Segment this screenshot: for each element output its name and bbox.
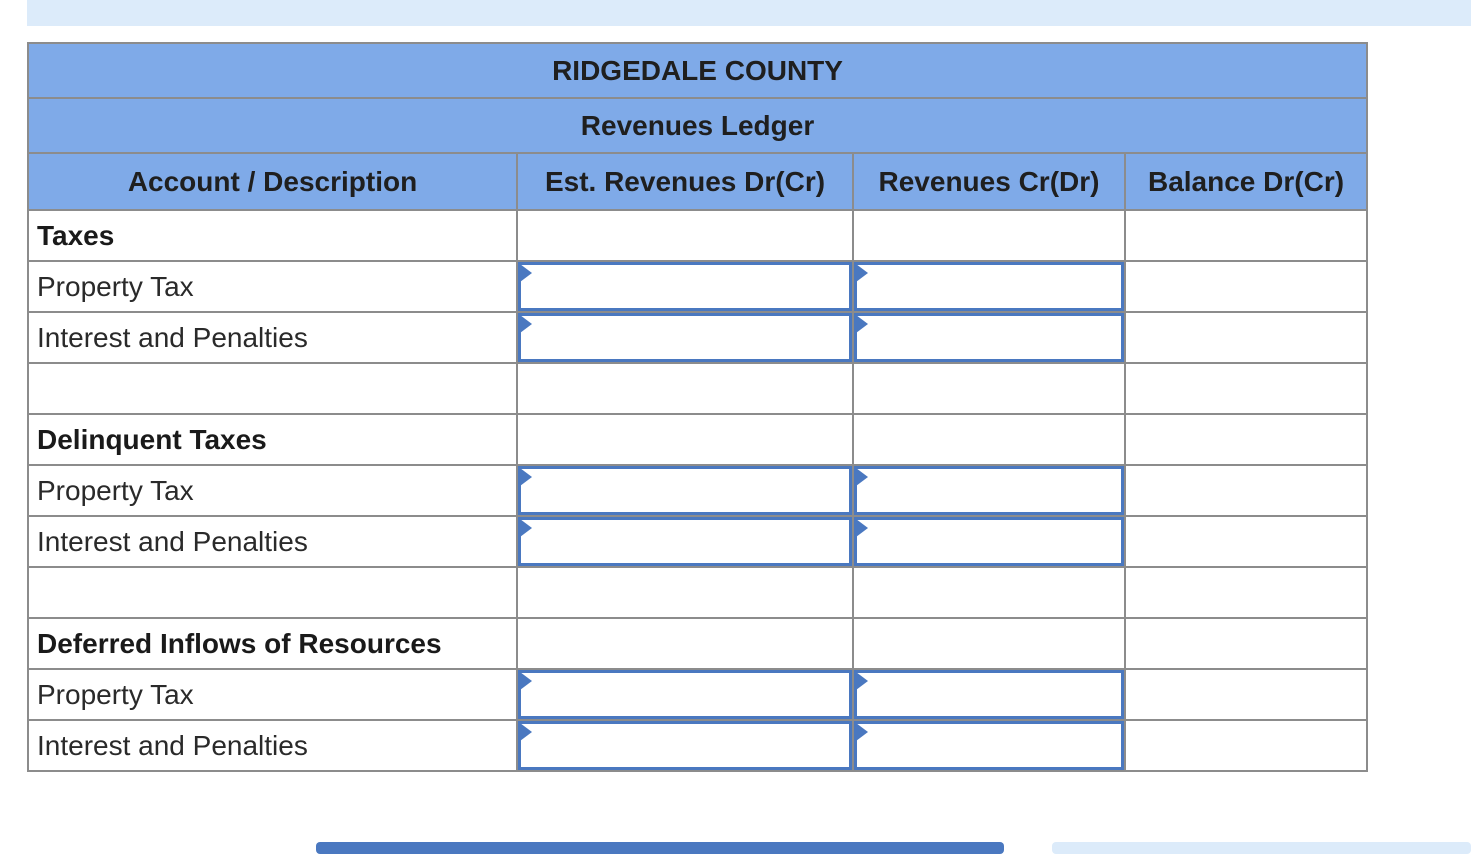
row-label: Property Tax [28,465,517,516]
empty-cell [28,363,517,414]
est-revenues-cell [517,465,853,516]
table-row [28,669,1367,720]
empty-cell [517,210,853,261]
table-row [28,210,1367,261]
est-revenues-input[interactable] [518,721,852,770]
est-revenues-input[interactable] [518,262,852,311]
input-marker-icon [520,315,532,333]
input-marker-icon [856,723,868,741]
input-marker-icon [520,468,532,486]
section-heading: Taxes [28,210,517,261]
input-marker-icon [856,468,868,486]
empty-cell [853,567,1125,618]
empty-cell [853,363,1125,414]
est-revenues-cell [517,516,853,567]
input-marker-icon [520,519,532,537]
row-label: Interest and Penalties [28,312,517,363]
est-revenues-cell [517,669,853,720]
est-revenues-cell [517,261,853,312]
table-row [28,312,1367,363]
empty-cell [517,414,853,465]
est-revenues-input[interactable] [518,313,852,362]
row-label: Interest and Penalties [28,516,517,567]
est-revenues-cell [517,312,853,363]
balance-cell [1125,720,1367,771]
balance-cell [1125,669,1367,720]
spacer-row [28,567,1367,618]
balance-cell [1125,414,1367,465]
top-banner [27,0,1471,26]
est-revenues-input[interactable] [518,670,852,719]
row-label: Interest and Penalties [28,720,517,771]
est-revenues-input[interactable] [518,517,852,566]
ledger-title: Revenues Ledger [28,98,1367,153]
input-marker-icon [856,519,868,537]
col-header-account: Account / Description [28,153,517,210]
revenues-input[interactable] [854,262,1124,311]
col-header-est-revenues: Est. Revenues Dr(Cr) [517,153,853,210]
revenues-ledger-table [27,42,1368,772]
empty-cell [1125,363,1367,414]
input-marker-icon [520,723,532,741]
input-marker-icon [520,264,532,282]
balance-cell [1125,261,1367,312]
entity-name: RIDGEDALE COUNTY [28,43,1367,98]
balance-cell [1125,516,1367,567]
section-heading: Deferred Inflows of Resources [28,618,517,669]
table-row [28,516,1367,567]
revenues-input[interactable] [854,517,1124,566]
table-row [28,414,1367,465]
revenues-input[interactable] [854,670,1124,719]
revenues-input[interactable] [854,721,1124,770]
table-row [28,261,1367,312]
col-header-revenues: Revenues Cr(Dr) [853,153,1125,210]
balance-cell [1125,312,1367,363]
input-marker-icon [856,672,868,690]
revenues-cell [853,261,1125,312]
est-revenues-cell [517,720,853,771]
balance-cell [1125,210,1367,261]
revenues-cell [853,516,1125,567]
revenues-cell [853,465,1125,516]
empty-cell [28,567,517,618]
empty-cell [517,618,853,669]
empty-cell [853,210,1125,261]
empty-cell [517,363,853,414]
row-label: Property Tax [28,261,517,312]
table-row [28,720,1367,771]
revenues-cell [853,669,1125,720]
primary-button[interactable] [316,842,1004,854]
revenues-cell [853,720,1125,771]
empty-cell [853,618,1125,669]
empty-cell [1125,567,1367,618]
revenues-input[interactable] [854,313,1124,362]
section-heading: Delinquent Taxes [28,414,517,465]
input-marker-icon [856,264,868,282]
input-marker-icon [520,672,532,690]
table-row [28,618,1367,669]
revenues-cell [853,312,1125,363]
input-marker-icon [856,315,868,333]
empty-cell [517,567,853,618]
balance-cell [1125,465,1367,516]
est-revenues-input[interactable] [518,466,852,515]
empty-cell [853,414,1125,465]
spacer-row [28,363,1367,414]
table-row [28,465,1367,516]
balance-cell [1125,618,1367,669]
row-label: Property Tax [28,669,517,720]
col-header-balance: Balance Dr(Cr) [1125,153,1367,210]
secondary-button[interactable] [1052,842,1471,854]
revenues-input[interactable] [854,466,1124,515]
